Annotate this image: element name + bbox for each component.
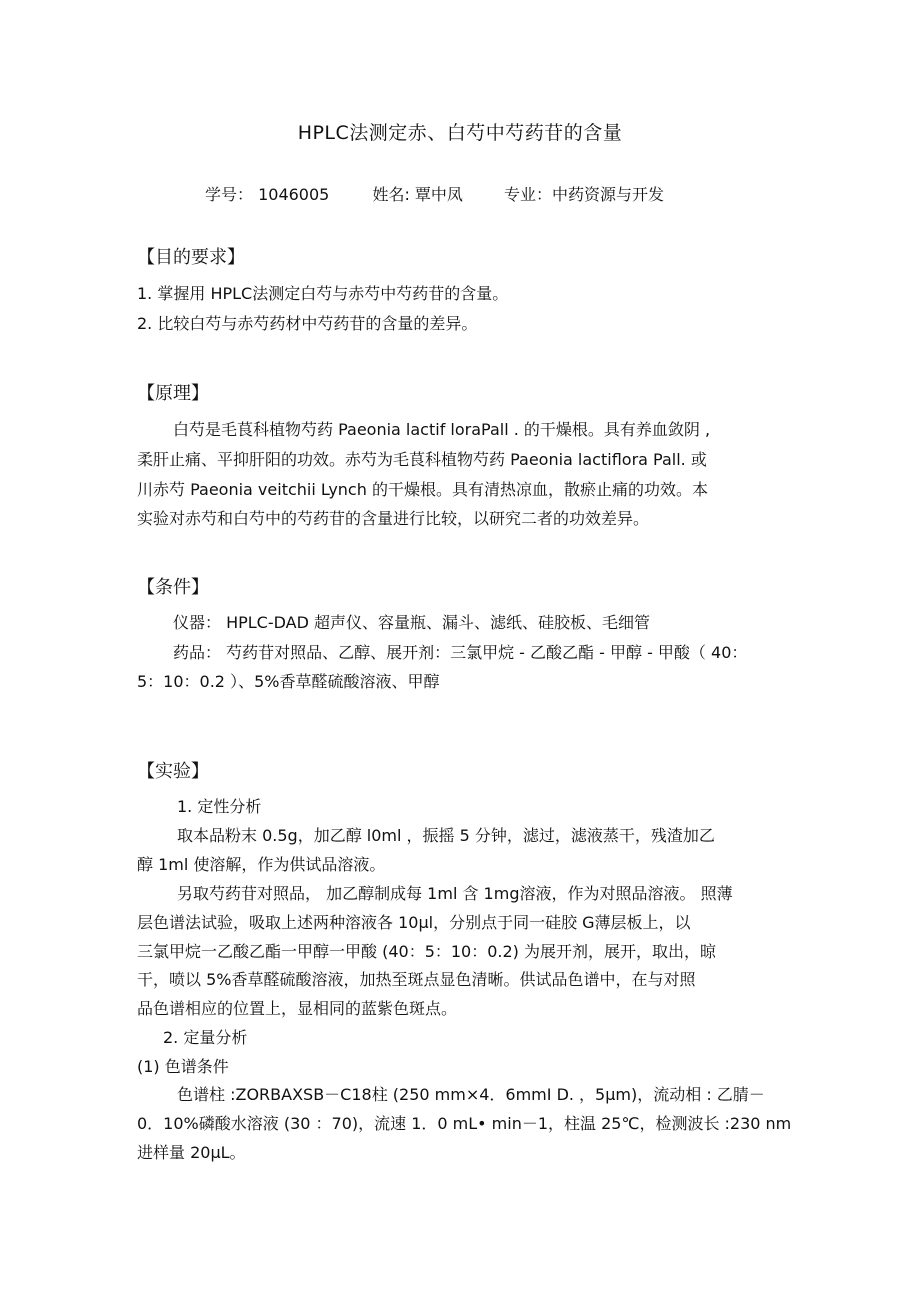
experiment-subheading: (1) 色谱条件 [137,1057,229,1076]
document-title: HPLC法测定赤、白芍中芍药苷的含量 [297,122,623,144]
author-info [205,182,664,205]
experiment-line: 品色谱相应的位置上，显相同的蓝紫色斑点。 [137,999,458,1018]
aim-item: 2. 比较白芍与赤芍药材中芍药苷的含量的差异。 [137,314,478,333]
principle-line: 白芍是毛茛科植物芍药 Paeonia lactif loraPall . 的干燥根。具有养血敛阴 , [173,420,711,439]
principle-line: 实验对赤芍和白芍中的芍药苷的含量进行比较，以研究二者的功效差异。 [137,509,650,528]
experiment-line: 0．10%磷酸水溶液 (30 ：70)，流速 1．0 mL• min－1，柱温 25℃，检测波长 :230 nm [137,1114,792,1133]
experiment-subheading: 1. 定性分析 [177,797,262,816]
student-id: 学号： 1046005 [205,185,330,204]
experiment-line: 三氯甲烷一乙酸乙酯一甲醇一甲酸 (40：5：10：0.2) 为展开剂，展开，取出，晾 [137,942,717,961]
conditions-line: 药品： 芍药苷对照品、乙醇、展开剂：三氯甲烷 - 乙酸乙酯 - 甲醇 - 甲酸（ 40： [173,643,748,662]
experiment-line: 另取芍药苷对照品， 加乙醇制成每 1ml 含 1mg溶液，作为对照品溶液。 照薄 [177,884,733,903]
student-name: 姓名: 覃中凤 [372,185,463,204]
section-heading-conditions: 【条件】 [137,577,209,598]
section-heading-aim: 【目的要求】 [137,247,245,268]
conditions-line: 仪器： HPLC-DAD 超声仪、容量瓶、漏斗、滤纸、硅胶板、毛细管 [173,613,651,632]
principle-line: 柔肝止痛、平抑肝阳的功效。赤芍为毛茛科植物芍药 Paeonia lactiflora Pall. 或 [137,450,707,469]
experiment-line: 色谱柱 :ZORBAXSB－C18柱 (250 mm×4．6mmI D. ，5μm)，流动相 : 乙腈－ [177,1085,765,1104]
experiment-line: 醇 1ml 使溶解，作为供试品溶液。 [137,855,386,874]
conditions-line: 5：10：0.2 ）、5%香草醛硫酸溶液、甲醇 [137,672,440,691]
experiment-subheading: 2. 定量分析 [163,1028,248,1047]
experiment-line: 进样量 20μL。 [137,1143,246,1162]
experiment-line: 干，喷以 5%香草醛硫酸溶液，加热至斑点显色清晰。供试品色谱中，在与对照 [137,970,696,989]
section-heading-experiment: 【实验】 [137,761,209,782]
experiment-line: 层色谱法试验，吸取上述两种溶液各 10μl，分别点于同一硅胶 G薄层板上，以 [137,913,691,932]
section-heading-principle: 【原理】 [137,383,209,404]
aim-item: 1. 掌握用 HPLC法测定白芍与赤芍中芍药苷的含量。 [137,284,509,303]
student-major: 专业：中药资源与开发 [504,185,665,204]
experiment-line: 取本品粉末 0.5g，加乙醇 l0ml ，振摇 5 分钟，滤过，滤液蒸干，残渣加乙 [177,826,715,845]
principle-line: 川赤芍 Paeonia veitchii Lynch 的干燥根。具有清热凉血，散瘀止痛的功效。本 [137,480,708,499]
